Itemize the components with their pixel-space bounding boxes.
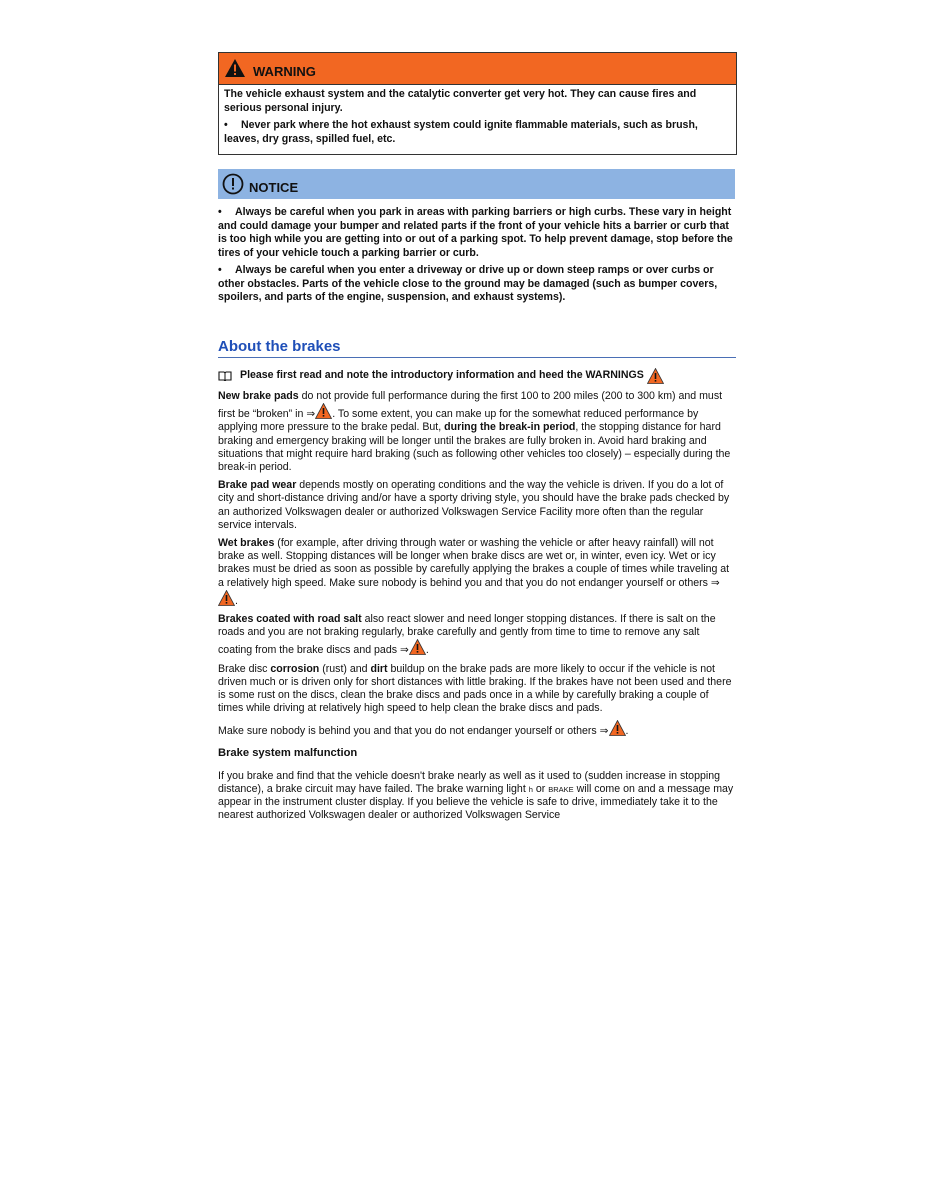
section-title: About the brakes [218, 338, 736, 358]
warning-triangle-icon [224, 58, 246, 78]
warning-bullet: • Never park where the hot exhaust system could ignite flammable materials, such as brush, leaves, dry grass, spilled fuel, etc. [224, 119, 698, 145]
warning-triangle-icon [218, 590, 235, 606]
notice-bullet-1: • Always be careful when you park in areas with parking barriers or high curbs. These vary in height and could damage your bumper and related parts if the front of your vehicle hits a barrier or curb that is too high while you are getting into or out of a parking spot. To help prevent damage, stop before the tires of your vehicle touch a parking barrier or curb. [218, 206, 733, 259]
intro-line: Please first read and note the introductory information and heed the WARNINGS [218, 368, 735, 384]
warning-title: WARNING [253, 64, 316, 79]
notice-exclamation-icon [222, 173, 244, 195]
warning-body [219, 85, 736, 154]
warning-header [219, 53, 736, 85]
warning-box [218, 52, 737, 155]
corrosion-paragraph: Brake disc corrosion (rust) and dirt buildup on the brake pads are more likely to occur if the vehicle is not driven much or is driven only for short distances with little braking. If the brakes have not been used and there is some rust on the discs, clean the brake discs and pads once in a while by carefully braking a couple of times while driving at relatively high speed to help clean the brake discs and pads. [218, 662, 732, 715]
new-brake-pads-paragraph: New brake pads do not provide full performance during the first 100 to 200 miles (200 to 300 km) and must first be “broken” in ⇒ . To some extent, you can make up for the somewhat reduced performance by applying more pressure to the brake pedal. But, during the break-in period, the stopping distance for hard braking and emergency braking will be longer until the brakes are fully broken in. Avoid hard braking and situations that might require hard braking (such as following other vehicles too closely) – especially during the break-in period. [218, 390, 731, 474]
road-salt-paragraph: Brakes coated with road salt also react slower and need longer stopping distances. If there is salt on the roads and you are not braking regularly, brake carefully and gently from time to time to remove any salt coating from the brake discs and pads ⇒ . [218, 613, 716, 657]
brake-malfunction-heading: Brake system malfunction [218, 746, 358, 759]
section-content [218, 368, 735, 828]
corrosion-safety-paragraph: Make sure nobody is behind you and that you do not endanger yourself or others ⇒ . [218, 720, 735, 738]
warning-triangle-icon [409, 639, 426, 655]
warning-triangle-icon [647, 368, 664, 384]
notice-bullet-2: • Always be careful when you enter a driveway or drive up or down steep ramps or over curbs or other obstacles. Parts of the vehicle close to the ground may be damaged (such as bumper covers, spoilers, and parts of the engine, suspension, and exhaust systems). [218, 264, 718, 303]
book-icon [218, 371, 232, 381]
notice-title: NOTICE [249, 180, 299, 195]
notice-body [218, 206, 735, 309]
warning-paragraph: The vehicle exhaust system and the catalytic converter get very hot. They can cause fires and serious personal injury. [224, 88, 697, 114]
warning-triangle-icon [609, 720, 626, 736]
notice-header [218, 169, 735, 199]
brake-malfunction-paragraph: If you brake and find that the vehicle doesn't brake nearly as well as it used to (sudden increase in stopping distance), a brake circuit may have failed. The brake warning light h or BRAKE will come on and a message may appear in the instrument cluster display. If you believe the vehicle is safe to drive, immediately take it to the nearest authorized Volkswagen dealer or authorized Volkswagen Service [218, 769, 734, 822]
wet-brakes-paragraph: Wet brakes (for example, after driving through water or washing the vehicle or after heavy rainfall) will not brake as well. Stopping distances will be longer when brake discs are wet or, in winter, even icy. Wet or icy brakes must be dried as soon as possible by carefully applying the brakes a couple of times while traveling at a relatively high speed. Make sure nobody is behind you and that you do not endanger yourself or others ⇒. [218, 537, 730, 607]
warning-triangle-icon [315, 403, 332, 419]
brake-pad-wear-paragraph: Brake pad wear depends mostly on operating conditions and the way the vehicle is driven. If you do a lot of city and short-distance driving and/or have a sporty driving style, you should have the brake pads checked by an authorized Volkswagen dealer or authorized Volkswagen Service Facility more often than the regular service intervals. [218, 479, 730, 531]
